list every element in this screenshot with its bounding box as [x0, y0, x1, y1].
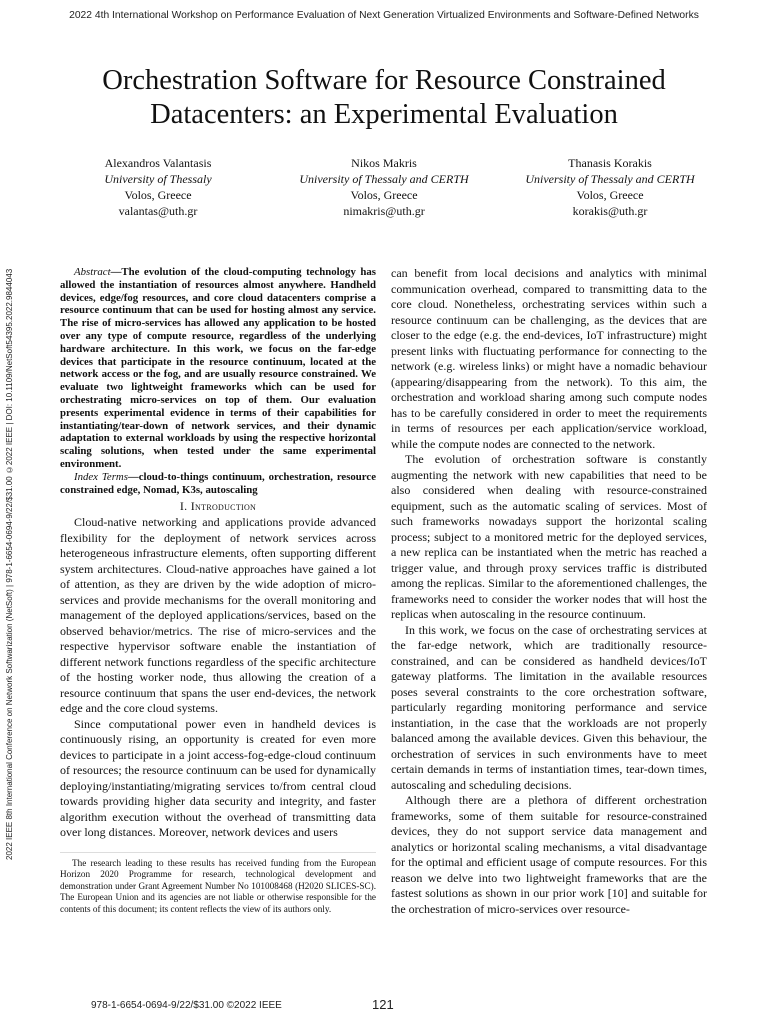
index-terms-label: Index Terms: [74, 470, 128, 483]
body-paragraph: Although there are a plethora of different orchestration frameworks, some of them suitable for resource-constrained devices, they do not support service data management and analytics or horizontal scaling mechanisms, a vital disadvantage for the optimal and efficient usage of compute resources. For this reason we delve into two lightweight frameworks that are the fastest solutions as shown in our prior work [10] and suitable for the orchestration of micro-services over resource-: [391, 793, 707, 916]
author-1: [45, 155, 271, 219]
page-number: 121: [372, 997, 394, 1012]
author-email: valantas@uth.gr: [118, 204, 198, 218]
abstract-text: —The evolution of the cloud-computing technology has allowed the instantiation of resources almost anywhere. Handheld devices, edge/fog resources, and core cloud datacenters comprise a resource continuum that can be used for hosting almost any service. The rise of micro-services has allowed any application to be hosted over any type of compute resource, regardless of the underlying hardware architecture. In this work, we focus on the far-edge devices that participate in the resource continuum, located at the network access or the fog, and are usually resource constrained. We evaluate two lightweight frameworks which can be used for orchestrating micro-services on top of them. Our evaluation presents experimental evidence in terms of their capabilities for instantiating/tear-down of network services, and their dynamic adaptation to external workloads by using the respective horizontal scaling solutions, when tested under the same experimental environment.: [60, 266, 376, 470]
paper-title: Orchestration Software for Resource Constrained Datacenters: an Experimental Evaluation: [102, 65, 666, 130]
footnote: The research leading to these results has received funding from the European Horizon 2020 Programme for research, technological development and demonstration under Grant Agreement Number No 101008468 (H2020 SLICES-SC). The European Union and its agencies are not liable or otherwise responsible for the contents of this document; its content reflects the view of its authors only.: [60, 858, 376, 914]
author-email: korakis@uth.gr: [572, 204, 648, 218]
author-3: [497, 155, 723, 219]
index-terms-text: —cloud-to-things continuum, orchestration, resource constrained edge, Nomad, K3s, autoscaling: [60, 470, 376, 496]
right-column: [391, 266, 707, 917]
side-identifier: 2022 IEEE 8th International Conference on Network Softwarization (NetSoft) | 978-1-6654-0694-9/22/$31.00 ©2022 IEEE | DOI: 10.1109/NetSoft54395.2022.9844043: [5, 268, 14, 860]
author-location: Volos, Greece: [576, 188, 644, 202]
author-affiliation: University of Thessaly and CERTH: [299, 172, 469, 186]
author-location: Volos, Greece: [350, 188, 418, 202]
body-paragraph: The evolution of orchestration software is constantly augmenting the network with new capabilities that need to be also considered when dealing with resource-constrained equipment, such as the automatic scaling of services. Most of such frameworks nowadays support the horizontal scaling process; subject to a monitored metric for the deployed services, a new replica can be instantiated when the metric has reached a trigger value, and through proxy services traffic is distributed among the replicas. Similar to the aforementioned challenges, the frameworks need to consider the worker nodes that will host the replicas when autoscaling in the resource continuum.: [391, 452, 707, 621]
body-paragraph: Since computational power even in handheld devices is continuously rising, an opportunity is created for even more devices to participate in a joint access-fog-edge-cloud continuum of resources; the resource continuum can be used for dynamically deploying/instantiating/migrating services to/from central cloud towards providing higher data security and integrity, and faster algorithm execution without the overhead of transmitting data over long distances. Moreover, network devices and users: [60, 716, 376, 840]
author-name: Nikos Makris: [351, 156, 417, 170]
index-terms: [60, 471, 376, 497]
author-name: Thanasis Korakis: [568, 156, 652, 170]
footer-isbn: 978-1-6654-0694-9/22/$31.00 ©2022 IEEE: [91, 1000, 282, 1011]
author-affiliation: University of Thessaly and CERTH: [525, 172, 695, 186]
author-2: [271, 155, 497, 219]
body-paragraph: In this work, we focus on the case of orchestrating services at the far-edge network, which are traditionally resource-constrained, and can be considered as handheld devices/IoT gateway platforms. The limitation in the available resources poses several constraints to the core orchestration software, particularly regarding monitoring performance and service instantiation, in the case that the workloads are not properly balanced among the available devices. Given this behaviour, the orchestration of services in such environments have to meet certain demands in terms of instantiation times, tear-down times, autoscaling and scheduling decisions.: [391, 622, 707, 792]
abstract-label: Abstract: [74, 266, 111, 278]
footnote-divider: [60, 852, 376, 853]
left-column: [60, 266, 376, 841]
abstract: [60, 266, 376, 471]
author-affiliation: University of Thessaly: [104, 172, 212, 186]
body-paragraph: can benefit from local decisions and analytics with minimal communication overhead, compared to transmitting data to the core cloud. Nonetheless, orchestrating services within such a resource continuum can be challenging, as the devices that are closer to the edge (e.g. the end-devices, IoT infrastructure) might present links with fluctuating performance for connecting to the network (e.g. wireless links) or might have a nomadic behaviour (appearing/disappearing from the network). To this aim, the orchestration and workload sharing among such compute nodes has to be carefully considered in order to meet the requirements in terms of resources per each application/service workload, while the compute nodes are connected to the network.: [391, 266, 707, 451]
section-heading: I. Introduction: [179, 499, 257, 514]
author-email: nimakris@uth.gr: [343, 204, 425, 218]
author-block: [45, 155, 723, 219]
body-paragraph: Cloud-native networking and applications provide advanced flexibility for the deployment of network services across heterogeneous infrastructure elements, often supporting different system architectures. Cloud-native approaches have gained a lot of attention, as they are driven by the wide adoption of micro-services and provide mechanisms for the overall monitoring and management of the deployed applications/services, based on the observed behavior/metrics. The rise of micro-services and the respective hypervisor software enable the instantiation of different network functions regardless of the specific architecture of the hosting worker node, thus allowing the creation of a resource continuum that spans the user end-devices, the network edge and the core cloud systems.: [60, 515, 376, 716]
author-name: Alexandros Valantasis: [104, 156, 212, 170]
author-location: Volos, Greece: [124, 188, 192, 202]
conference-header: 2022 4th International Workshop on Performance Evaluation of Next Generation Virtualized Environments and Software-Defined Networks: [69, 10, 699, 21]
